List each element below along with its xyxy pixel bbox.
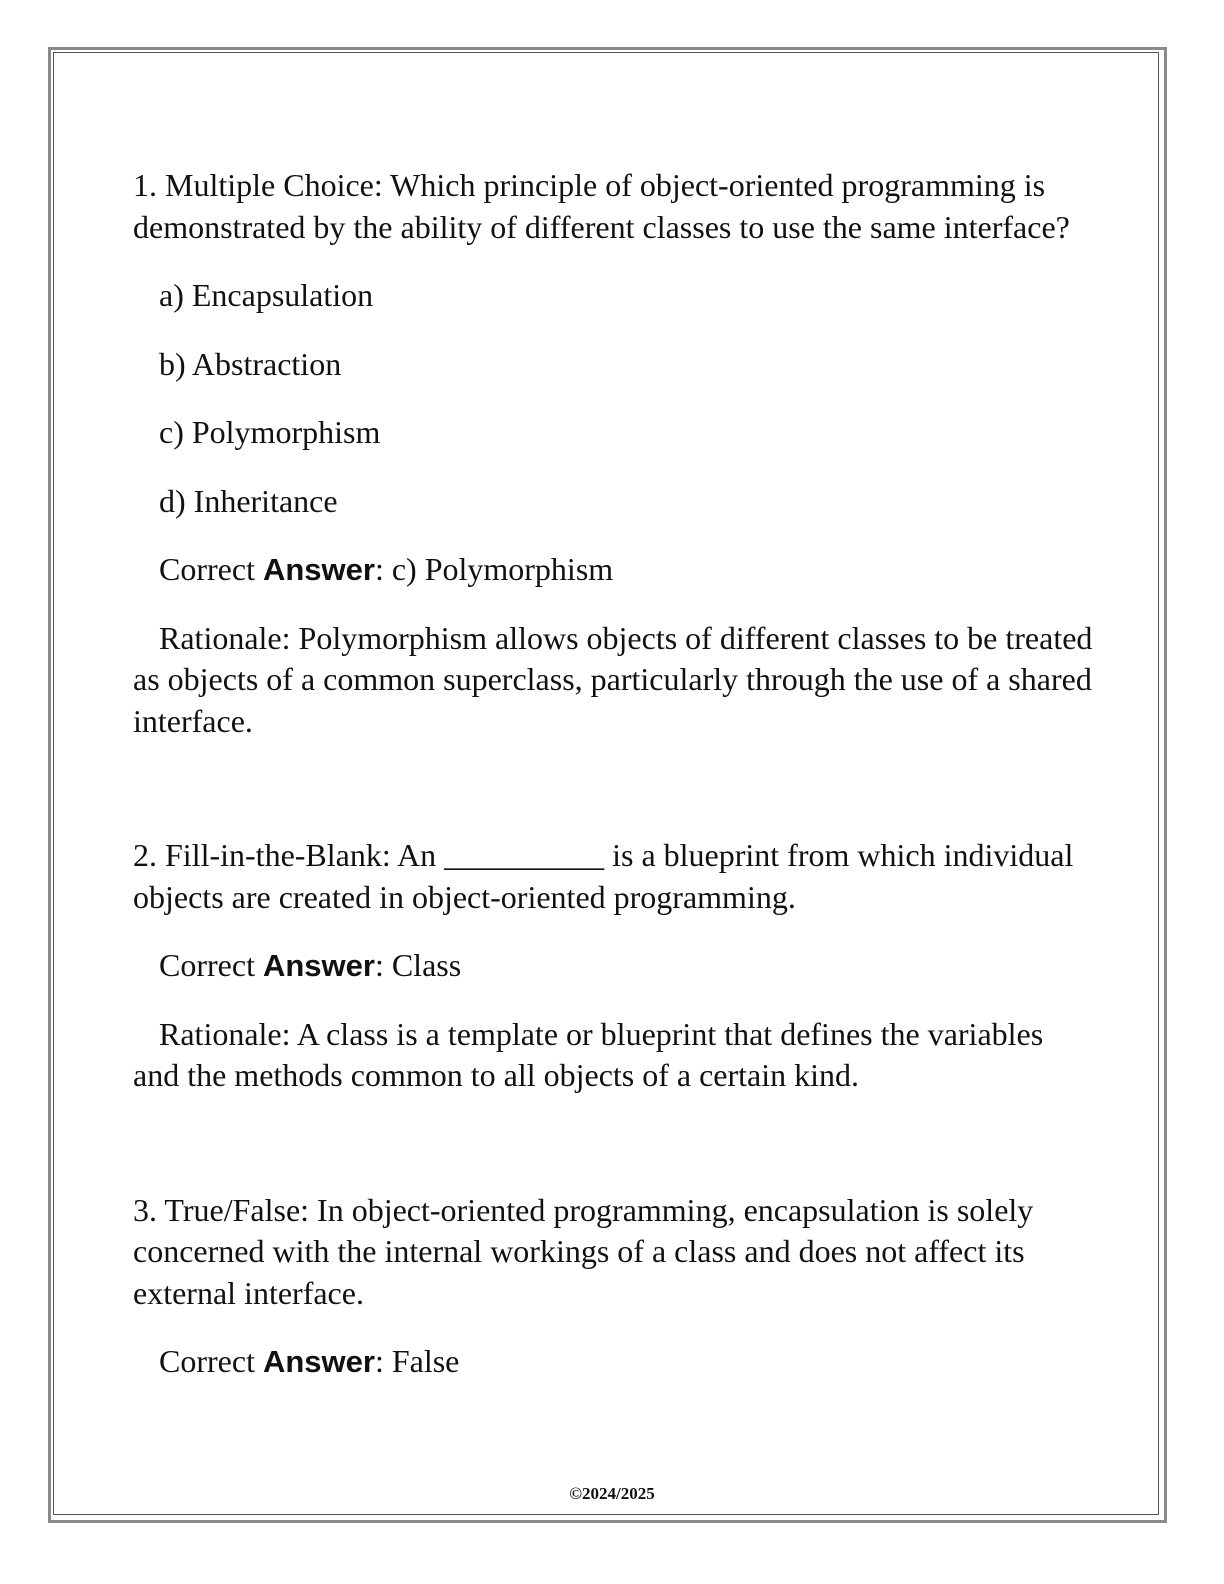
question-2-correct-answer (133, 945, 1093, 987)
question-3-correct-answer (133, 1341, 1093, 1383)
answer-label: Answer (262, 1344, 375, 1379)
answer-prefix: Correct (159, 1343, 263, 1379)
question-1-option-a: a) Encapsulation (159, 277, 374, 313)
question-1-stem: 1. Multiple Choice: Which principle of object-oriented programming is demonstrated by the ability of different classes to use the same interface? (133, 167, 1070, 245)
answer-prefix: Correct (159, 551, 263, 587)
question-2-stem: 2. Fill-in-the-Blank: An __________ is a blueprint from which individual objects are created in object-oriented programming. (133, 837, 1074, 915)
question-3 (133, 1190, 1093, 1383)
question-2-rationale: Rationale: A class is a template or blueprint that defines the variables and the methods common to all objects of a certain kind. (133, 1015, 1044, 1093)
answer-label: Answer (262, 948, 375, 983)
answer-label: Answer (262, 552, 375, 587)
answer-value: : Class (374, 947, 462, 983)
question-1 (133, 165, 1093, 742)
question-1-option-d: d) Inheritance (159, 482, 338, 519)
question-3-stem: 3. True/False: In object-oriented programming, encapsulation is solely concerned with the internal workings of a class and does not affect its external interface. (133, 1191, 1034, 1311)
question-1-option-b: b) Abstraction (159, 345, 342, 382)
answer-value: : c) Polymorphism (374, 551, 614, 587)
question-1-rationale: Rationale: Polymorphism allows objects of different classes to be treated as objects of a common superclass, particularly through the use of a shared interface. (133, 619, 1093, 739)
document-body (133, 165, 1093, 1383)
copyright-footer: ©2024/2025 (569, 1484, 655, 1503)
answer-prefix: Correct (159, 947, 263, 983)
question-2 (133, 835, 1093, 1097)
question-1-correct-answer (133, 549, 1093, 591)
answer-value: : False (374, 1343, 460, 1379)
question-1-option-c: c) Polymorphism (159, 414, 381, 450)
